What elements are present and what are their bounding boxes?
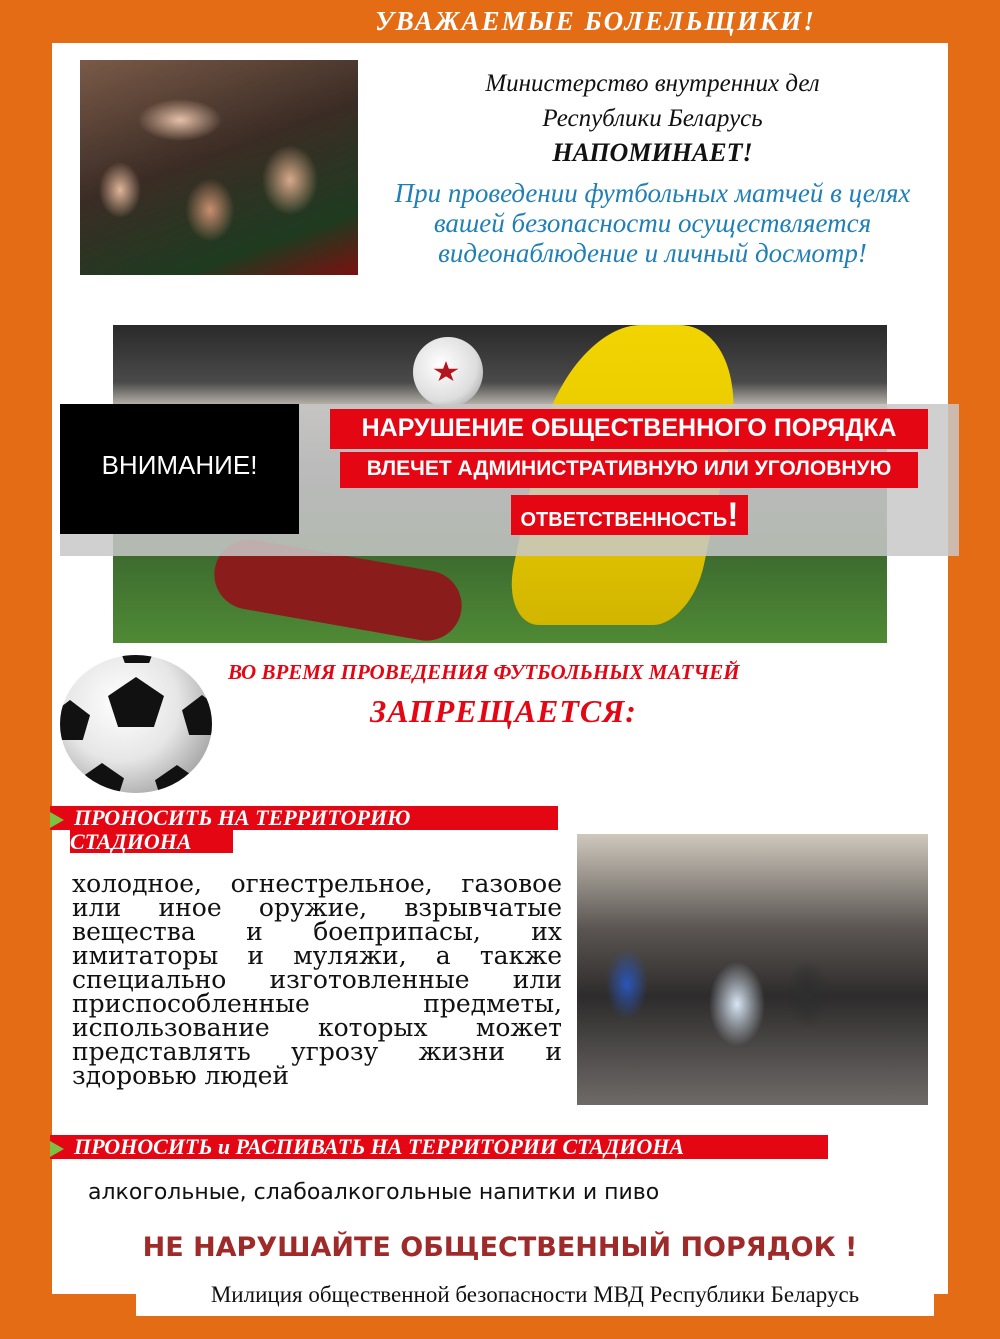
- bullet-1-heading: [50, 806, 558, 830]
- ball-patch: [60, 700, 90, 740]
- ball-patch: [108, 677, 164, 727]
- surveillance-notice: При проведении футбольных матчей в целях вашей безопасности осуществляется видеонаблюдение и личный досмотр!: [394, 178, 911, 268]
- ball-patch: [155, 765, 199, 793]
- soccer-ball-icon: [60, 655, 212, 793]
- bullet-2-heading: [50, 1135, 828, 1159]
- prohibited-items-text: холодное, огнестрельное, газовое или иное оружие, взрывчатые вещества и боеприпасы, их имитаторы и муляжи, а также специально изготовленные или приспособленные предметы, использование которых может представлять угрозу жизни и здоровью людей: [72, 869, 562, 1090]
- warning-line-3-text: ОТВЕТСТВЕННОСТЬ: [520, 509, 728, 531]
- bullet-1-heading-text: ПРОНОСИТЬ НА ТЕРРИТОРИЮ: [74, 805, 411, 830]
- ministry-line-2: Республики Беларусь: [542, 105, 763, 132]
- arrow-bullet-icon: [50, 1141, 64, 1157]
- bullet-1-heading-cont: СТАДИОНА: [70, 830, 233, 853]
- warning-line-3: [511, 495, 748, 535]
- reminds-heading: НАПОМИНАЕТ!: [552, 138, 753, 167]
- ball-patch: [118, 655, 156, 663]
- header-title: УВАЖАЕМЫЕ БОЛЕЛЬЩИКИ!: [375, 6, 816, 36]
- during-matches-title: ВО ВРЕМЯ ПРОВЕДЕНИЯ ФУТБОЛЬНЫХ МАТЧЕЙ: [228, 660, 740, 684]
- warning-line-1: НАРУШЕНИЕ ОБЩЕСТВЕННОГО ПОРЯДКА: [330, 409, 928, 449]
- footer-slogan: НЕ НАРУШАЙТЕ ОБЩЕСТВЕННЫЙ ПОРЯДОК !: [142, 1232, 858, 1263]
- attention-label: ВНИМАНИЕ!: [101, 450, 258, 480]
- arrow-bullet-icon: [50, 812, 64, 828]
- warning-exclamation: !: [727, 496, 739, 534]
- forbidden-title: ЗАПРЕЩАЕТСЯ:: [370, 693, 637, 729]
- fans-crowd-photo: [80, 60, 358, 275]
- ministry-line-1: Министерство внутренних дел: [485, 70, 820, 97]
- warning-line-2: ВЛЕЧЕТ АДМИНИСТРАТИВНУЮ ИЛИ УГОЛОВНУЮ: [340, 452, 918, 488]
- hooligans-photo: [577, 834, 928, 1105]
- ball-patch: [80, 763, 124, 793]
- ball-patch: [182, 695, 212, 735]
- footer-credit: Милиция общественной безопасности МВД Республики Беларусь: [210, 1282, 860, 1307]
- alcohol-text: алкогольные, слабоалкогольные напитки и пиво: [88, 1180, 660, 1205]
- bullet-2-heading-text: ПРОНОСИТЬ и РАСПИВАТЬ НА ТЕРРИТОРИИ СТАДИОНА: [74, 1134, 685, 1159]
